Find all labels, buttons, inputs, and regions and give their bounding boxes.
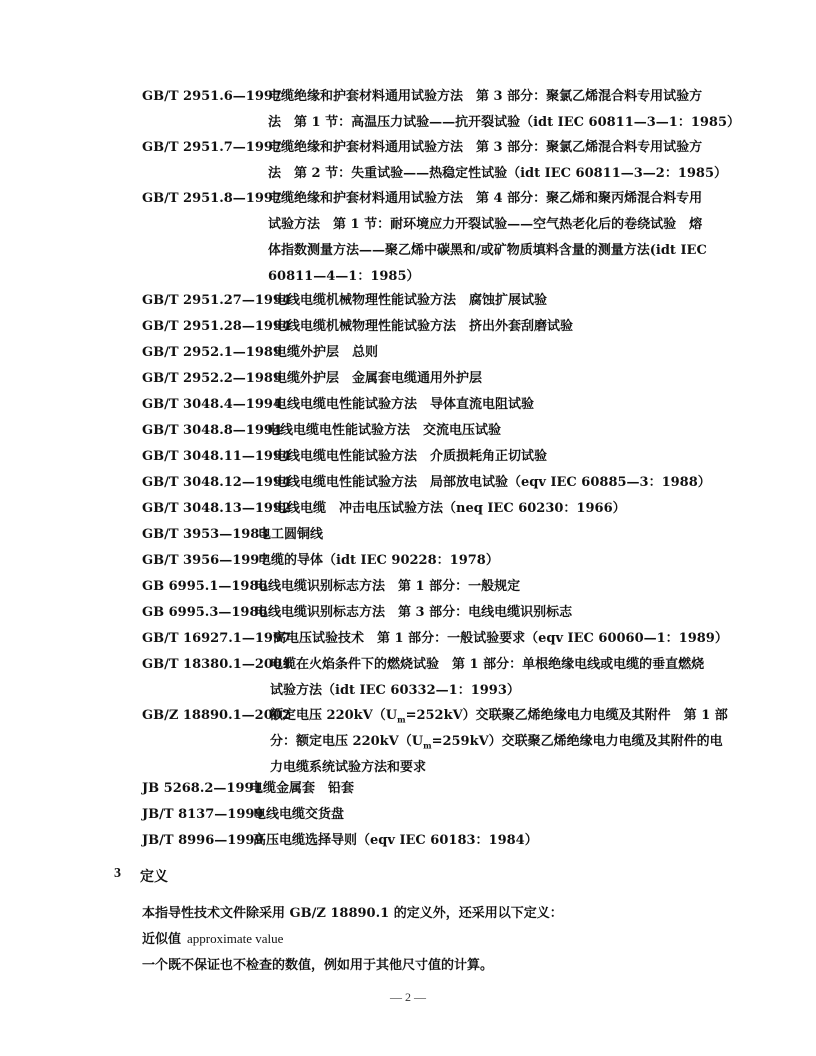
section-number: 3 bbox=[114, 866, 121, 881]
reference-entry bbox=[142, 135, 728, 187]
reference-entry bbox=[142, 522, 712, 548]
reference-code: GB/T 2951.27—1994 bbox=[142, 293, 292, 308]
reference-title: 电缆绝缘和护套材料通用试验方法 第 3 部分：聚氯乙烯混合料专用试验方 法 第 2 节：失重试验——热稳定性试验（idt IEC 60811—3—2：1985） bbox=[268, 140, 728, 181]
reference-code: GB/T 3048.13—1992 bbox=[142, 501, 292, 516]
reference-title: 电缆外护层 总则 bbox=[274, 345, 379, 360]
reference-title: 额定电压 $220kV(U_m=252kV)$交联聚乙烯绝缘电力电缆及其附件 第 1 部 分：额定电压 $220kV(U_m=259kV)$交联聚乙烯绝缘电力电缆及其附件的电 力电缆系统试验方法和要求 bbox=[270, 708, 728, 775]
reference-title: 电线电缆电性能试验方法 介质损耗角正切试验 bbox=[274, 449, 548, 464]
reference-code: GB/T 2951.7—1997 bbox=[142, 140, 282, 155]
reference-entry bbox=[142, 548, 712, 574]
reference-entry bbox=[142, 186, 712, 290]
reference-title: 电缆金属套 铅套 bbox=[250, 781, 355, 796]
reference-code: GB/T 2951.6—1997 bbox=[142, 89, 282, 104]
reference-entry bbox=[142, 84, 741, 136]
reference-code: GB/Z 18890.1—2002 bbox=[142, 708, 291, 723]
reference-code: JB 5268.2—1991 bbox=[142, 781, 263, 796]
reference-code: GB/T 3048.4—1994 bbox=[142, 397, 282, 412]
reference-code: JB/T 8996—1999 bbox=[142, 833, 264, 848]
reference-title: 电线电缆识别标志方法 第 3 部分：电线电缆识别标志 bbox=[255, 605, 573, 620]
page-number: — 2 — bbox=[390, 990, 426, 1004]
reference-code: GB/T 18380.1—2001 bbox=[142, 657, 292, 672]
reference-entry bbox=[142, 366, 712, 392]
reference-title: 电缆外护层 金属套电缆通用外护层 bbox=[274, 371, 483, 386]
reference-entry bbox=[142, 470, 712, 496]
reference-entry bbox=[142, 496, 712, 522]
reference-code: GB/T 3956—1997 bbox=[142, 553, 269, 568]
reference-entry bbox=[142, 703, 728, 781]
reference-code: GB/T 2952.2—1989 bbox=[142, 371, 282, 386]
term-definition: 一个既不保证也不检查的数值，例如用于其他尺寸值的计算。 bbox=[142, 958, 494, 973]
reference-title: 电线电缆交货盘 bbox=[253, 807, 345, 822]
definitions-intro: 本指导性技术文件除采用 GB/Z 18890.1 的定义外，还采用以下定义： bbox=[142, 906, 563, 921]
reference-code: GB 6995.1—1986 bbox=[142, 579, 268, 594]
reference-title: 电线电缆机械物理性能试验方法 腐蚀扩展试验 bbox=[274, 293, 548, 308]
reference-entry bbox=[142, 288, 712, 314]
reference-title: 电工圆铜线 bbox=[258, 527, 324, 542]
reference-code: GB 6995.3—1986 bbox=[142, 605, 268, 620]
reference-title: 电线电缆机械物理性能试验方法 挤出外套刮磨试验 bbox=[274, 319, 574, 334]
reference-title: 电缆绝缘和护套材料通用试验方法 第 3 部分：聚氯乙烯混合料专用试验方 法 第 1 节：高温压力试验——抗开裂试验（idt IEC 60811—3—1：1985） bbox=[268, 89, 741, 130]
reference-code: GB/T 3048.12—1994 bbox=[142, 475, 292, 490]
reference-code: GB/T 2951.28—1994 bbox=[142, 319, 292, 334]
reference-entry bbox=[142, 626, 728, 652]
reference-entry bbox=[142, 340, 712, 366]
reference-code: GB/T 16927.1—1997 bbox=[142, 631, 292, 646]
reference-entry bbox=[142, 776, 712, 802]
reference-entry bbox=[142, 652, 712, 704]
reference-code: GB/T 2952.1—1989 bbox=[142, 345, 282, 360]
reference-code: JB/T 8137—1999 bbox=[142, 807, 264, 822]
section-title: 定义 bbox=[140, 869, 168, 885]
reference-title: 高压电缆选择导则（eqv IEC 60183：1984） bbox=[253, 833, 538, 848]
reference-entry bbox=[142, 418, 712, 444]
reference-entry bbox=[142, 828, 712, 854]
reference-entry bbox=[142, 574, 712, 600]
reference-code: GB/T 3953—1983 bbox=[142, 527, 269, 542]
reference-entry bbox=[142, 444, 712, 470]
term-zh: 近似值 bbox=[142, 932, 182, 947]
reference-code: GB/T 3048.11—1994 bbox=[142, 449, 292, 464]
reference-title: 电缆的导体（idt IEC 90228：1978） bbox=[258, 553, 499, 568]
term-en: approximate value bbox=[187, 931, 284, 946]
reference-title: 电线电缆电性能试验方法 局部放电试验（eqv IEC 60885—3：1988） bbox=[274, 475, 711, 490]
reference-code: GB/T 3048.8—1994 bbox=[142, 423, 282, 438]
term-heading bbox=[142, 928, 283, 947]
reference-title: 高电压试验技术 第 1 部分：一般试验要求（eqv IEC 60060—1：1989） bbox=[273, 631, 728, 646]
reference-entry bbox=[142, 802, 712, 828]
reference-title: 电线电缆识别标志方法 第 1 部分：一般规定 bbox=[255, 579, 521, 594]
reference-entry bbox=[142, 600, 712, 626]
reference-title: 电线电缆 冲击电压试验方法（neq IEC 60230：1966） bbox=[274, 501, 626, 516]
reference-title: 电线电缆电性能试验方法 导体直流电阻试验 bbox=[274, 397, 535, 412]
reference-title: 电线电缆电性能试验方法 交流电压试验 bbox=[267, 423, 502, 438]
reference-title: 电缆在火焰条件下的燃烧试验 第 1 部分：单根绝缘电线或电缆的垂直燃烧 试验方法（idt IEC 60332—1：1993） bbox=[270, 657, 705, 698]
reference-entry bbox=[142, 392, 712, 418]
reference-title: 电缆绝缘和护套材料通用试验方法 第 4 部分：聚乙烯和聚丙烯混合料专用 试验方法 第 1 节：耐环境应力开裂试验——空气热老化后的卷绕试验 熔 体指数测量方法——聚乙烯中碳黑和/或矿物质填料含量的测量方法(idt IEC 60811—4—1：1985） bbox=[268, 191, 707, 284]
reference-entry bbox=[142, 314, 712, 340]
reference-code: GB/T 2951.8—1997 bbox=[142, 191, 282, 206]
